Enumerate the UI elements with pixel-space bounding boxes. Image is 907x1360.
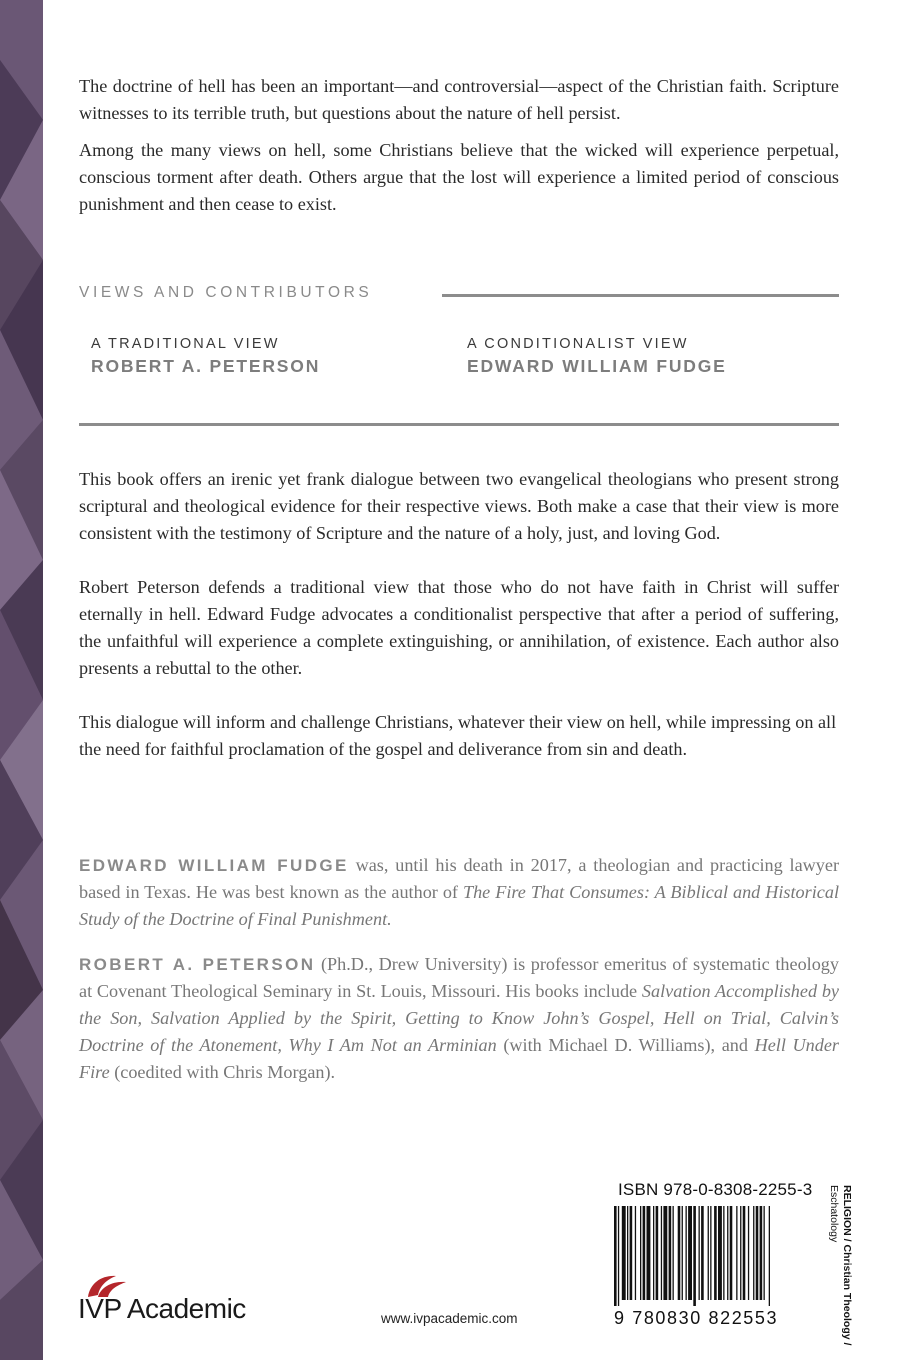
barcode-bar bbox=[693, 1206, 696, 1306]
view-author: ROBERT A. PETERSON bbox=[91, 356, 321, 376]
bio-text: was, until his death in 2017, a theologian and practicing lawyer based in Texas. He was best known as the author of bbox=[79, 855, 839, 902]
barcode-bar bbox=[635, 1206, 636, 1300]
barcode-bar bbox=[743, 1206, 746, 1300]
barcode-digits: 9 780830 822553 bbox=[614, 1308, 779, 1328]
category-secondary: Eschatology bbox=[828, 1185, 840, 1243]
intro-section bbox=[79, 73, 839, 218]
barcode-bar bbox=[663, 1206, 667, 1300]
body-paragraph-1: This book offers an irenic yet frank dialogue between two evangelical theologians who present strong scriptural and theological evidence for their respective views. Both make a case that their view is more consistent with the testimony of Scripture and the nature of a holy, just, and loving God. bbox=[79, 469, 839, 543]
publisher-logo bbox=[78, 1273, 278, 1333]
bio-text: (Ph.D., Drew University) is professor emeritus of systematic theology at Covenant Theological Seminary in St. Louis, Missouri. His books include bbox=[79, 954, 839, 1001]
barcode-bar bbox=[622, 1206, 626, 1300]
barcode-bar bbox=[769, 1206, 770, 1306]
barcode-bar bbox=[764, 1206, 765, 1300]
barcode-bar bbox=[618, 1206, 619, 1306]
barcode-bar bbox=[699, 1206, 700, 1300]
bio-text: (with Michael D. Williams), and bbox=[496, 1035, 755, 1055]
bio-name: EDWARD WILLIAM FUDGE bbox=[79, 856, 349, 875]
views-divider bbox=[442, 294, 839, 297]
barcode-bar bbox=[701, 1206, 704, 1300]
barcode-bar bbox=[614, 1206, 617, 1306]
barcode-bar bbox=[640, 1206, 641, 1300]
bio-text: (coedited with Chris Morgan). bbox=[109, 1062, 336, 1082]
views-title: VIEWS AND CONTRIBUTORS bbox=[79, 284, 373, 301]
barcode-bar bbox=[686, 1206, 687, 1300]
bio-name: ROBERT A. PETERSON bbox=[79, 955, 316, 974]
barcode-bar bbox=[630, 1206, 633, 1300]
intro-paragraph-2: Among the many views on hell, some Christians believe that the wicked will experience perpetual, conscious torment after death. Others argue that the lost will experience a limited period of conscious punishment and then cease to exist. bbox=[79, 140, 839, 214]
barcode-bar bbox=[661, 1206, 662, 1300]
barcode-bar bbox=[723, 1206, 724, 1300]
barcode-bar bbox=[730, 1206, 733, 1300]
category-primary: RELIGION / Christian Theology / bbox=[841, 1185, 853, 1346]
view-traditional bbox=[91, 335, 320, 379]
bio-book-titles: Salvation Accomplished by the Son, Salvation Applied by the Spirit, Getting to Know John’s Gospel, Hell on Trial, Calvin’s Doctrine of the Atonement, Why I Am Not an Arminian bbox=[79, 981, 839, 1055]
barcode-bar bbox=[656, 1206, 659, 1300]
barcode-bar bbox=[710, 1206, 711, 1300]
barcode-bar bbox=[653, 1206, 654, 1300]
view-label: A TRADITIONAL VIEW bbox=[91, 336, 280, 352]
barcode-bar bbox=[627, 1206, 628, 1300]
publisher-name: IVP Academic bbox=[78, 1293, 246, 1324]
description-section bbox=[79, 466, 839, 763]
barcode-bar bbox=[688, 1206, 692, 1300]
publisher-url[interactable]: www.ivpacademic.com bbox=[381, 1311, 518, 1326]
bio-peterson bbox=[79, 951, 839, 1086]
barcode-bar bbox=[708, 1206, 709, 1300]
body-paragraph-3: This dialogue will inform and challenge Christians, whatever their view on hell, while impressing on all the need for faithful proclamation of the gospel and deliverance from sin and death. bbox=[79, 712, 837, 759]
author-bios bbox=[79, 852, 839, 1086]
barcode-bar bbox=[748, 1206, 749, 1300]
barcode-bar bbox=[678, 1206, 681, 1300]
barcode-bar bbox=[760, 1206, 763, 1300]
bio-book-title: Hell Under Fire bbox=[79, 1035, 839, 1082]
views-bottom-divider bbox=[79, 423, 839, 426]
bio-book-title: The Fire That Consumes: A Biblical and Historical Study of the Doctrine of Final Punishment. bbox=[79, 882, 839, 929]
barcode-bar bbox=[740, 1206, 741, 1300]
barcode-bar bbox=[753, 1206, 754, 1300]
barcode-bar bbox=[714, 1206, 717, 1300]
barcode-bar bbox=[727, 1206, 728, 1300]
decorative-side-strip bbox=[0, 0, 43, 1360]
bisac-category bbox=[827, 1185, 853, 1360]
barcode-bar bbox=[756, 1206, 759, 1300]
barcode-bar bbox=[718, 1206, 722, 1300]
barcode-bar bbox=[682, 1206, 683, 1300]
barcode-bar bbox=[647, 1206, 651, 1300]
view-conditionalist bbox=[467, 335, 727, 379]
isbn-text: ISBN 978-0-8308-2255-3 bbox=[618, 1180, 813, 1199]
view-author: EDWARD WILLIAM FUDGE bbox=[467, 356, 727, 376]
barcode-bar bbox=[669, 1206, 672, 1300]
barcode bbox=[610, 1206, 815, 1306]
view-label: A CONDITIONALIST VIEW bbox=[467, 336, 689, 352]
barcode-bar bbox=[673, 1206, 674, 1300]
bio-fudge bbox=[79, 852, 839, 933]
intro-paragraph-1: The doctrine of hell has been an important—and controversial—aspect of the Christian faith. Scripture witnesses to its terrible truth, but questions about the nature of hell persist. bbox=[79, 76, 839, 123]
views-header bbox=[79, 283, 839, 307]
barcode-bar bbox=[736, 1206, 737, 1300]
body-paragraph-2: Robert Peterson defends a traditional view that those who do not have faith in Christ will suffer eternally in hell. Edward Fudge advocates a conditionalist perspective that after a period of suffering, the unfaithful will experience a complete extinguishing, or annihilation, of existence. Each author also presents a rebuttal to the other. bbox=[79, 577, 839, 678]
barcode-bar bbox=[643, 1206, 646, 1300]
